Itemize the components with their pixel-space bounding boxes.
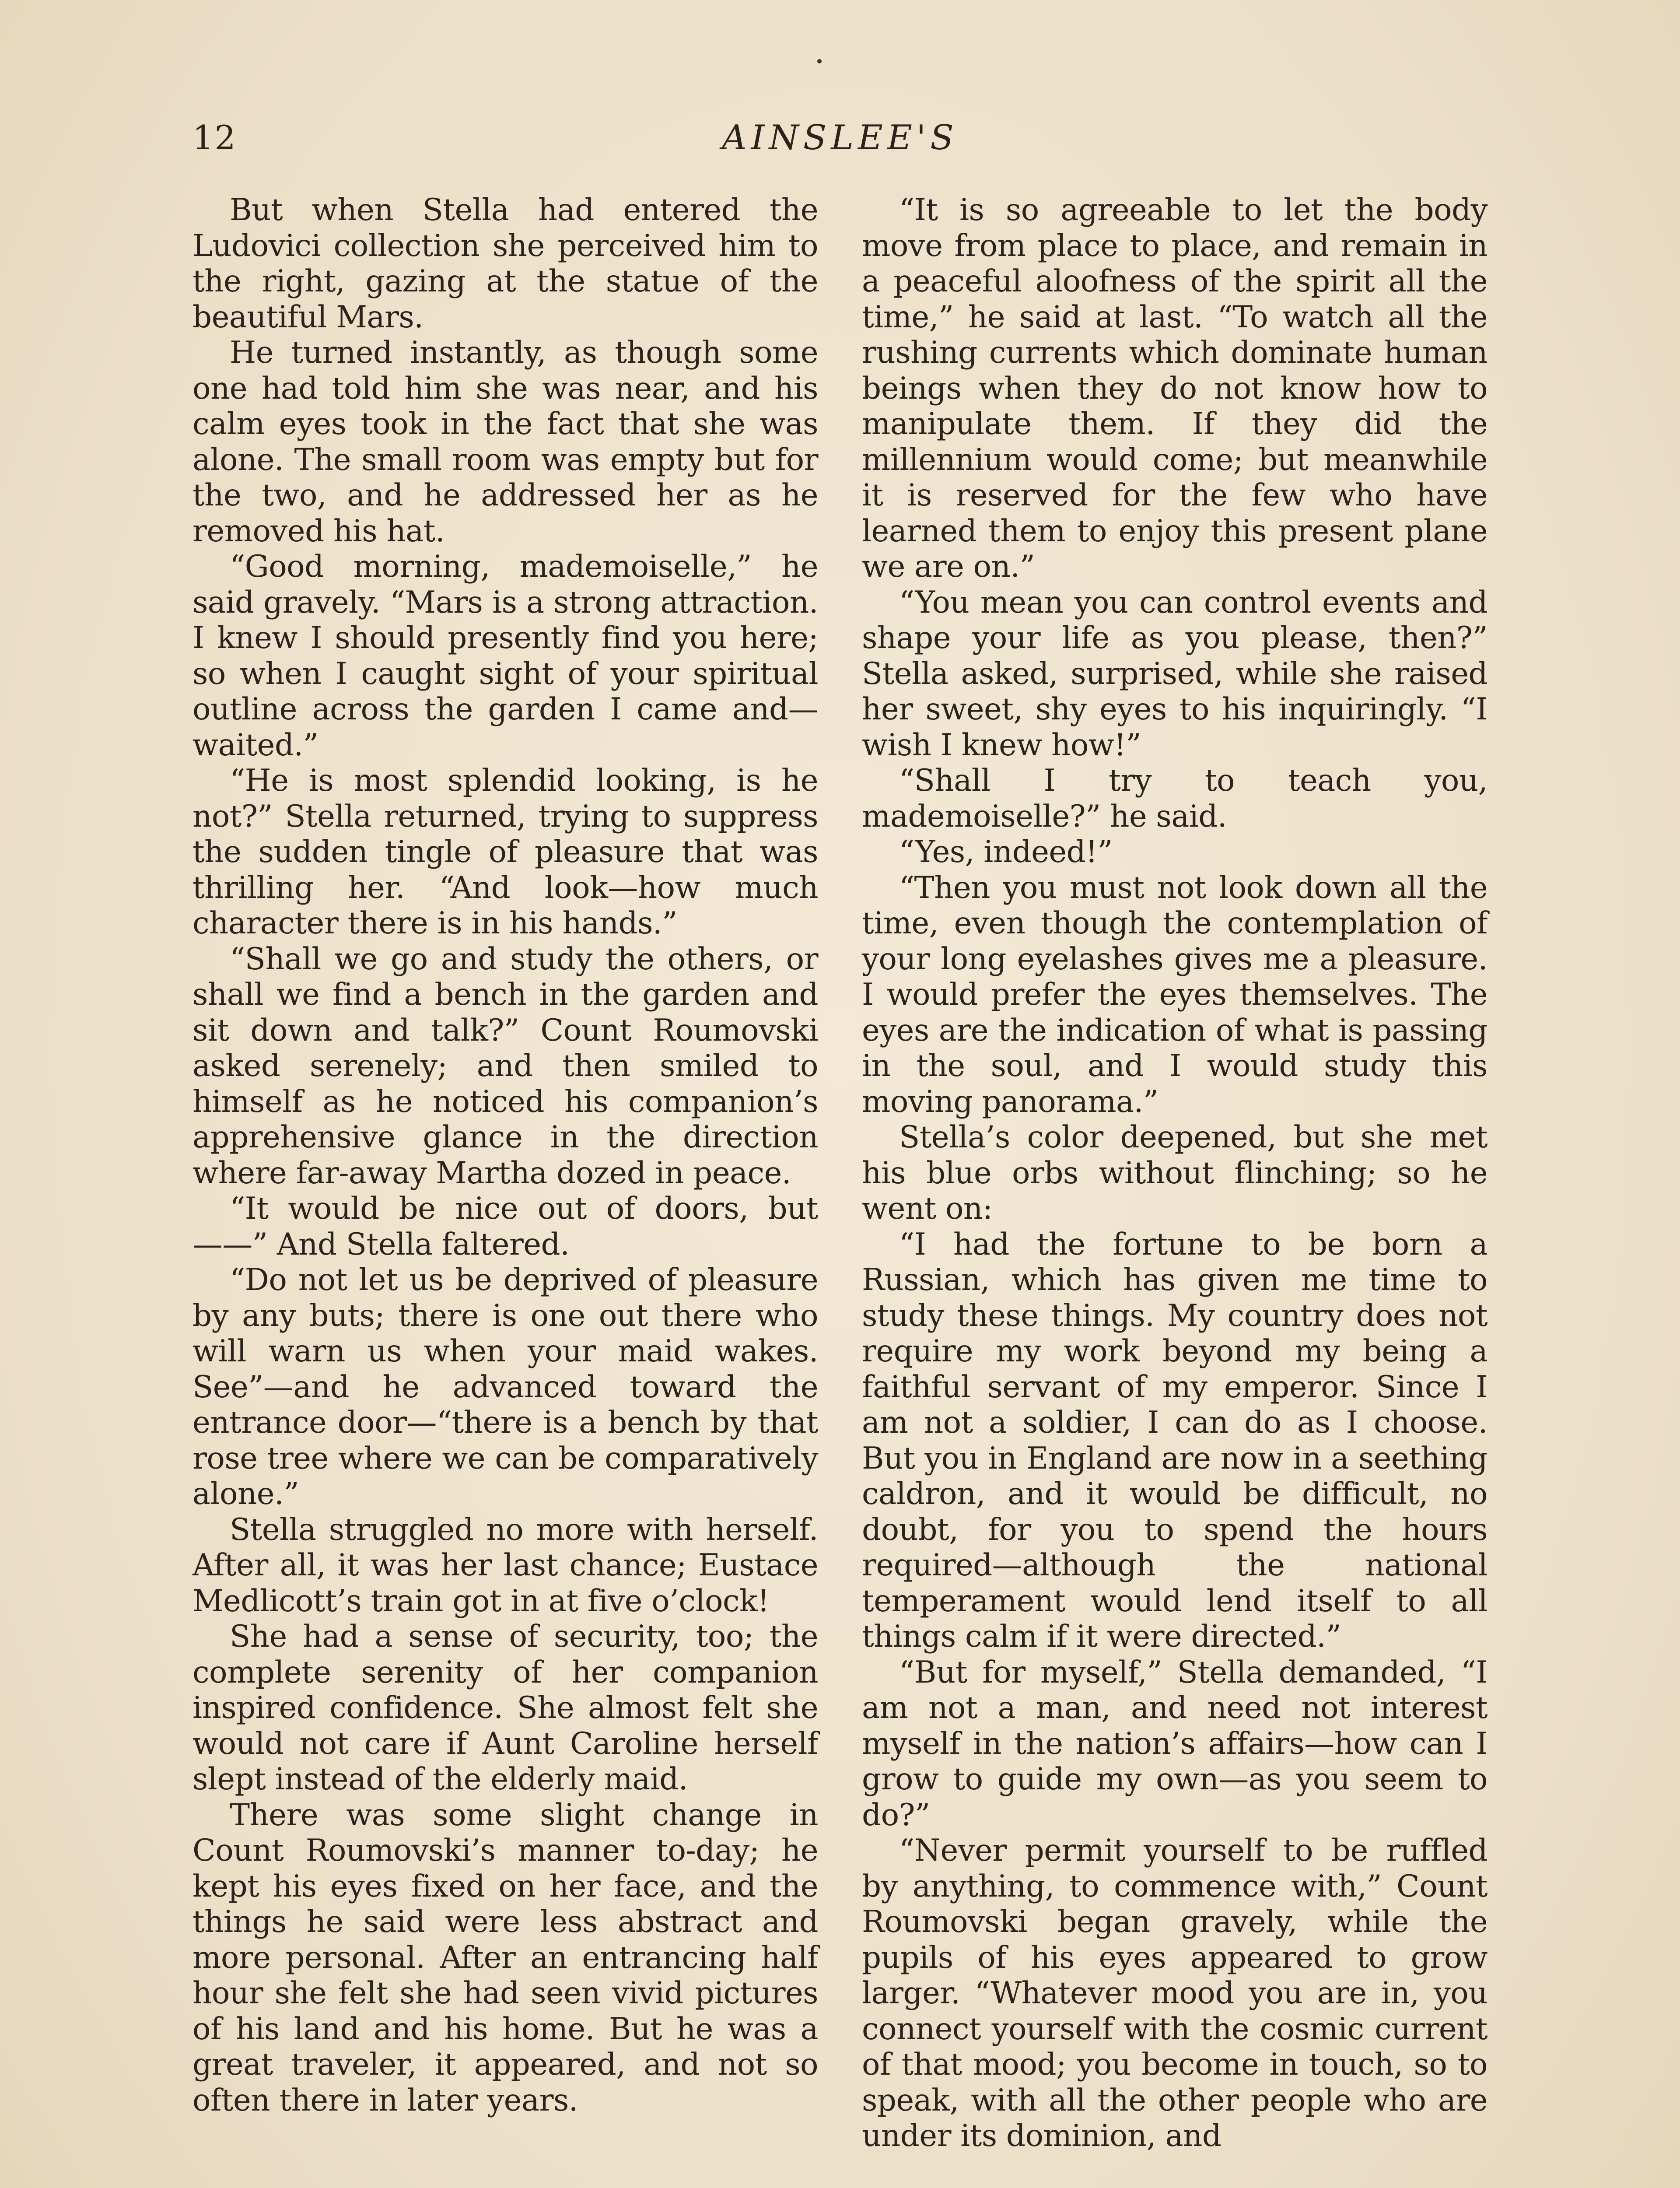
right-column [862,193,1488,2154]
paragraph: “It would be nice out of doors, but ——” And Stella faltered. [192,1191,818,1262]
paragraph: “It is so agreeable to let the body move from place to place, and remain in a peaceful aloofness of the spirit all the time,” he said at last. “To watch all the rushing currents which dominate human beings when they do not know how to manipulate them. If they did the millennium would come; but meanwhile it is reserved for the few who have learned them to enjoy this present plane we are on.” [862,193,1488,584]
paragraph: Stella’s color deepened, but she met his blue orbs without flinching; so he went on: [862,1120,1488,1226]
running-title: AINSLEE'S [722,118,958,158]
paragraph: “Then you must not look down all the time, even though the contemplation of your long eyelashes gives me a pleasure. I would prefer the eyes themselves. The eyes are the indication of what is passing in the soul, and I would study this moving panorama.” [862,870,1488,1119]
ink-speck [817,59,822,63]
paragraph: “I had the fortune to be born a Russian, which has given me time to study these things. My country does not require my work beyond my being a faithful servant of my emperor. Since I am not a soldier, I can do as I choose. But you in England are now in a seething caldron, and it would be difficult, no doubt, for you to spend the hours required—although the national temperament would lend itself to all things calm if it were directed.” [862,1227,1488,1654]
paragraph: “Do not let us be deprived of pleasure by any buts; there is one out there who will warn us when your maid wakes. See”—and he advanced toward the entrance door—“there is a bench by that rose tree where we can be comparatively alone.” [192,1262,818,1511]
paragraph: Stella struggled no more with herself. After all, it was her last chance; Eustace Medlicott’s train got in at five o’clock! [192,1512,818,1619]
paragraph: But when Stella had entered the Ludovici collection she perceived him to the right, gazing at the statue of the beautiful Mars. [192,193,818,335]
paragraph: “You mean you can control events and shape your life as you please, then?” Stella asked, surprised, while she raised her sweet, shy eyes to his inquiringly. “I wish I knew how!” [862,585,1488,763]
page-header [192,118,1488,171]
paragraph: He turned instantly, as though some one had told him she was near, and his calm eyes took in the fact that she was alone. The small room was empty but for the two, and he addressed her as he removed his hat. [192,335,818,549]
page-number: 12 [192,118,237,157]
paragraph: “But for myself,” Stella demanded, “I am not a man, and need not interest myself in the nation’s affairs—how can I grow to guide my own—as you seem to do?” [862,1655,1488,1833]
paragraph: “Never permit yourself to be ruffled by anything, to commence with,” Count Roumovski began gravely, while the pupils of his eyes appeared to grow larger. “Whatever mood you are in, you connect yourself with the cosmic current of that mood; you become in touch, so to speak, with all the other people who are under its dominion, and [862,1833,1488,2153]
paragraph: She had a sense of security, too; the complete serenity of her companion inspired confidence. She almost felt she would not care if Aunt Caroline herself slept instead of the elderly maid. [192,1619,818,1797]
paragraph: “Good morning, mademoiselle,” he said gravely. “Mars is a strong attraction. I knew I should presently find you here; so when I caught sight of your spiritual outline across the garden I came and—waited.” [192,549,818,763]
paragraph: “Shall I try to teach you, mademoiselle?” he said. [862,763,1488,834]
left-column [192,193,818,2118]
paragraph: “Yes, indeed!” [899,835,1113,870]
paragraph: “He is most splendid looking, is he not?” Stella returned, trying to suppress the sudden tingle of pleasure that was thrilling her. “And look—how much character there is in his hands.” [192,763,818,941]
paragraph: There was some slight change in Count Roumovski’s manner to-day; he kept his eyes fixed on her face, and the things he said were less abstract and more personal. After an entrancing half hour she felt she had seen vivid pictures of his land and his home. But he was a great traveler, it appeared, and not so often there in later years. [192,1797,818,2118]
paragraph: “Shall we go and study the others, or shall we find a bench in the garden and sit down and talk?” Count Roumovski asked serenely; and then smiled to himself as he noticed his companion’s apprehensive glance in the direction where far-away Martha dozed in peace. [192,941,818,1191]
